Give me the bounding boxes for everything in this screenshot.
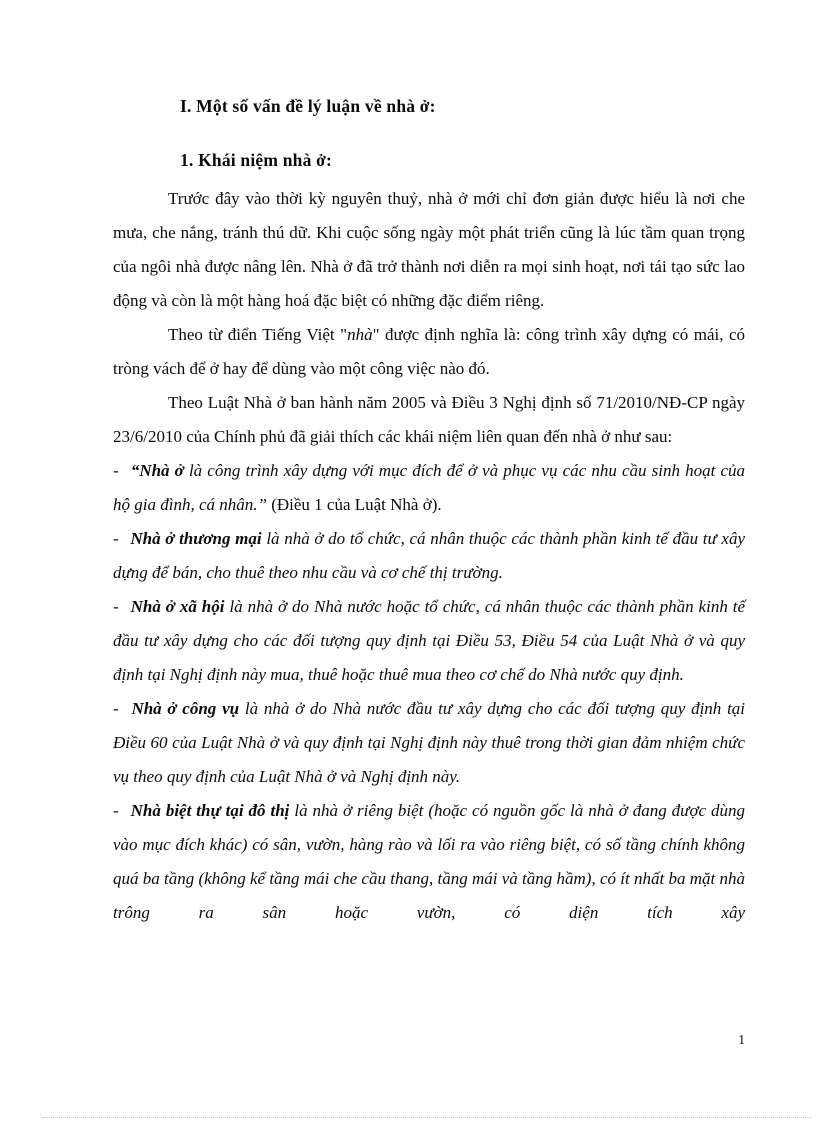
definition-item-nha-o-thuong-mai: [113, 522, 745, 590]
definition-dash: -: [113, 699, 119, 718]
paragraph-dictionary: [113, 318, 745, 386]
bottom-dotted-divider: [42, 1117, 812, 1118]
dictionary-pre-text: Theo từ điển Tiếng Việt ": [168, 325, 348, 344]
definition-text: là nhà ở do Nhà nước đầu tư xây dựng cho các đối tượng quy định tại Điều 60 của Luật Nhà ở và quy định tại Nghị định này thuê trong thời gian đảm nhiệm chức vụ theo quy định của Luật Nhà ở và Nghị định này.: [113, 699, 746, 786]
definition-term: Nhà biệt thự tại đô thị: [130, 801, 290, 820]
page-content: [113, 94, 745, 930]
definition-item-nha-o: [113, 454, 745, 522]
dictionary-term: nhà: [347, 325, 373, 344]
paragraph-law-intro: Theo Luật Nhà ở ban hành năm 2005 và Điều 3 Nghị định số 71/2010/NĐ-CP ngày 23/6/2010 của Chính phủ đã giải thích các khái niệm liên quan đến nhà ở như sau:: [113, 393, 745, 446]
subsection-heading: 1. Khái niệm nhà ở:: [180, 150, 333, 170]
paragraph-intro: Trước đây vào thời kỳ nguyên thuỷ, nhà ở mới chỉ đơn giản được hiểu là nơi che mưa, che nắng, tránh thú dữ. Khi cuộc sống ngày một phát triển cũng là lúc tầm quan trọng của ngôi nhà được nâng lên. Nhà ở đã trở thành nơi diễn ra mọi sinh hoạt, nơi tái tạo sức lao động và còn là một hàng hoá đặc biệt có những đặc điểm riêng.: [113, 189, 745, 310]
definition-term: “Nhà ở: [130, 461, 184, 480]
definition-item-nha-biet-thu: [113, 794, 745, 930]
definition-term: Nhà ở xã hội: [130, 597, 225, 616]
dictionary-post-text: " được định nghĩa là: công trình xây dựng có mái, có tròng vách để ở hay để dùng vào một công việc nào đó.: [113, 325, 746, 378]
definition-dash: -: [113, 529, 119, 548]
definition-term: Nhà ở thương mại: [130, 529, 262, 548]
definition-text: là nhà ở do Nhà nước hoặc tổ chức, cá nhân thuộc các thành phần kinh tế đầu tư xây dựng cho các đối tượng quy định tại Điều 53, Điều 54 của Luật Nhà ở và quy định tại Nghị định này mua, thuê hoặc thuê mua theo cơ chế do Nhà nước quy định.: [113, 597, 746, 684]
definition-text: là nhà ở riêng biệt (hoặc có nguồn gốc là nhà ở đang được dùng vào mục đích khác) có sân, vườn, hàng rào và lối ra vào riêng biệt, có số tầng chính không quá ba tầng (không kể tầng mái che cầu thang, tầng mái và tầng hầm), có ít nhất ba mặt nhà trông ra sân hoặc vườn, có diện tích xây: [113, 801, 746, 922]
definition-item-nha-o-cong-vu: [113, 692, 745, 794]
definition-item-nha-o-xa-hoi: [113, 590, 745, 692]
definition-term: Nhà ở công vụ: [131, 699, 240, 718]
definition-text: là nhà ở do tổ chức, cá nhân thuộc các thành phần kinh tế đầu tư xây dựng để bán, cho thuê theo nhu cầu và cơ chế thị trường.: [113, 529, 746, 582]
definition-dash: -: [113, 801, 119, 820]
definition-dash: -: [113, 597, 119, 616]
page-number: 1: [738, 1032, 745, 1047]
definition-text: là công trình xây dựng với mục đích để ở và phục vụ các nhu cầu sinh hoạt của hộ gia đình, cá nhân.”: [113, 461, 746, 514]
definition-citation: (Điều 1 của Luật Nhà ở).: [271, 495, 442, 514]
definition-dash: -: [113, 461, 119, 480]
section-heading: I. Một số vấn đề lý luận về nhà ở:: [180, 96, 436, 116]
